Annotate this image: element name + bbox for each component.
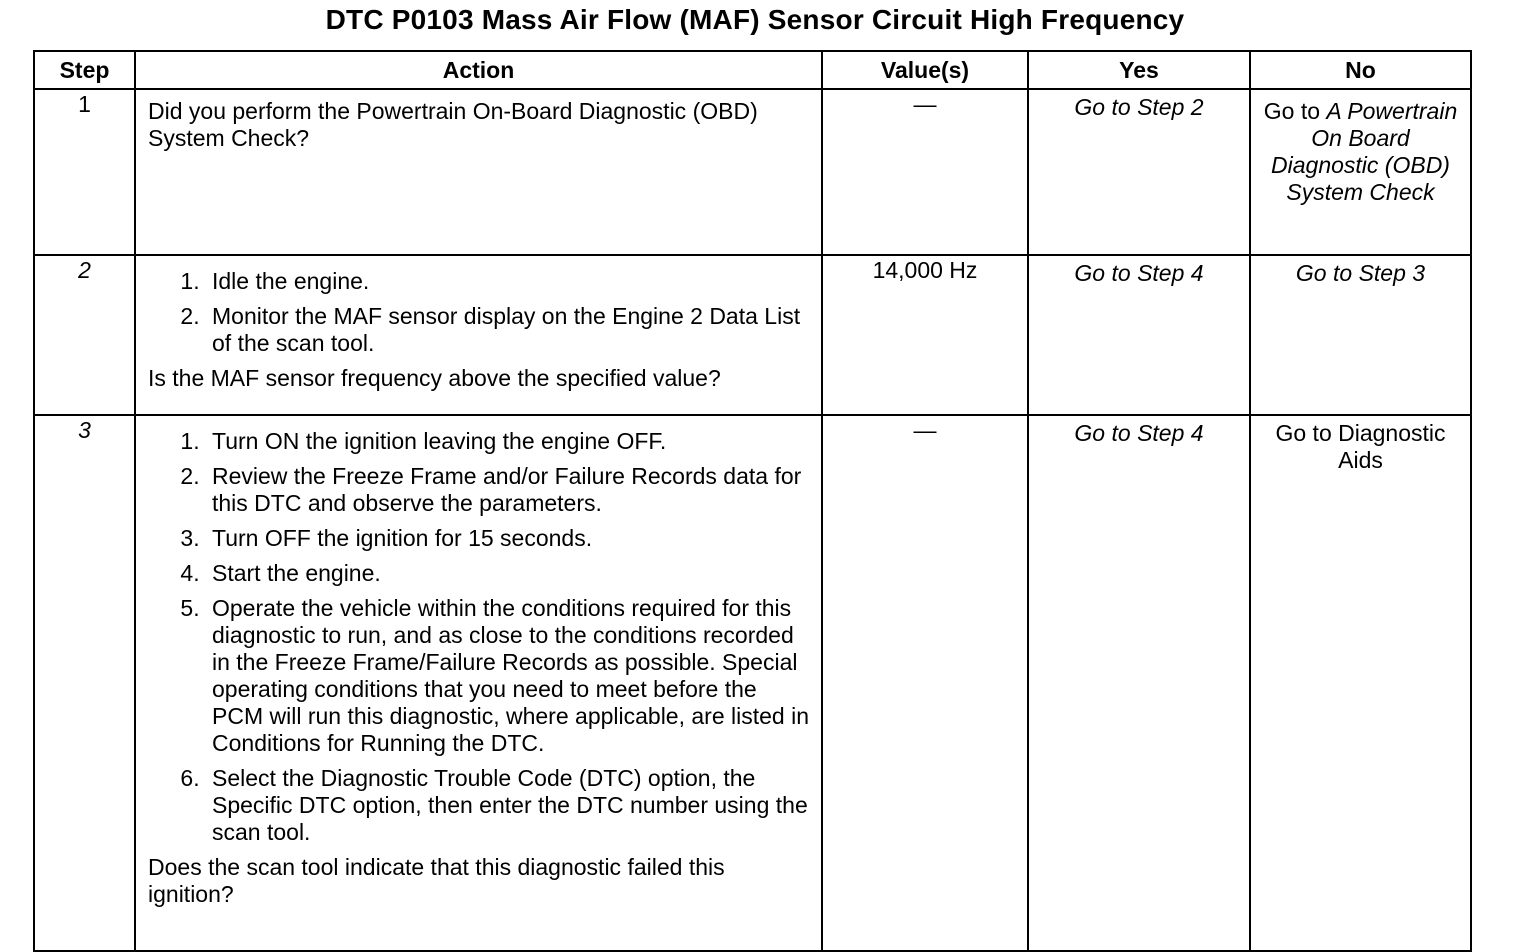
column-header-yes: Yes — [1028, 51, 1250, 89]
column-header-no: No — [1250, 51, 1471, 89]
action-step: 5. Operate the vehicle within the conditions required for this diagnostic to run, and as close to the conditions recorded in the Freeze Frame/Failure Records as possible. Special operating conditions that you need to meet before the PCM will run this diagnostic, where applicable, are listed in Conditions for Running the DTC. — [206, 595, 813, 757]
table-row — [34, 415, 1471, 951]
yes-cell: Go to Step 2 — [1028, 89, 1250, 255]
action-cell — [135, 89, 822, 255]
no-prefix: Go to — [1263, 98, 1327, 124]
column-header-step: Step — [34, 51, 135, 89]
no-cell: Go to Step 3 — [1250, 255, 1471, 415]
yes-cell: Go to Step 4 — [1028, 255, 1250, 415]
column-header-values: Value(s) — [822, 51, 1028, 89]
action-cell — [135, 415, 822, 951]
action-step: 2. Review the Freeze Frame and/or Failure Records data for this DTC and observe the parameters. — [206, 463, 813, 517]
action-question: Is the MAF sensor frequency above the specified value? — [148, 365, 721, 391]
yes-cell: Go to Step 4 — [1028, 415, 1250, 951]
table-row — [34, 89, 1471, 255]
action-question: Does the scan tool indicate that this diagnostic failed this ignition? — [148, 854, 725, 907]
step-number: 3 — [34, 415, 135, 951]
table-header-row — [34, 51, 1471, 89]
action-text: Did you perform the Powertrain On-Board Diagnostic (OBD) System Check? — [148, 98, 758, 151]
column-header-action: Action — [135, 51, 822, 89]
action-step: 6. Select the Diagnostic Trouble Code (DTC) option, the Specific DTC option, then enter the DTC number using the scan tool. — [206, 765, 813, 846]
no-cell — [1250, 89, 1471, 255]
value-cell: 14,000 Hz — [822, 255, 1028, 415]
action-step: 1. Turn ON the ignition leaving the engine OFF. — [206, 428, 813, 455]
value-cell: — — [822, 415, 1028, 951]
value-cell: — — [822, 89, 1028, 255]
step-number: 1 — [34, 89, 135, 255]
action-step: 3. Turn OFF the ignition for 15 seconds. — [206, 525, 813, 552]
action-step: 4. Start the engine. — [206, 560, 813, 587]
table-row — [34, 255, 1471, 415]
action-steps-list — [148, 428, 813, 846]
no-cell: Go to Diagnostic Aids — [1250, 415, 1471, 951]
action-step: 2. Monitor the MAF sensor display on the Engine 2 Data List of the scan tool. — [206, 303, 813, 357]
step-number: 2 — [34, 255, 135, 415]
diagnostic-table — [33, 50, 1472, 952]
action-step: 1. Idle the engine. — [206, 268, 813, 295]
no-reference: A Powertrain On Board Diagnostic (OBD) System Check — [1271, 98, 1458, 205]
page-title: DTC P0103 Mass Air Flow (MAF) Sensor Circuit High Frequency — [325, 4, 1185, 35]
action-cell — [135, 255, 822, 415]
action-steps-list — [148, 268, 813, 357]
